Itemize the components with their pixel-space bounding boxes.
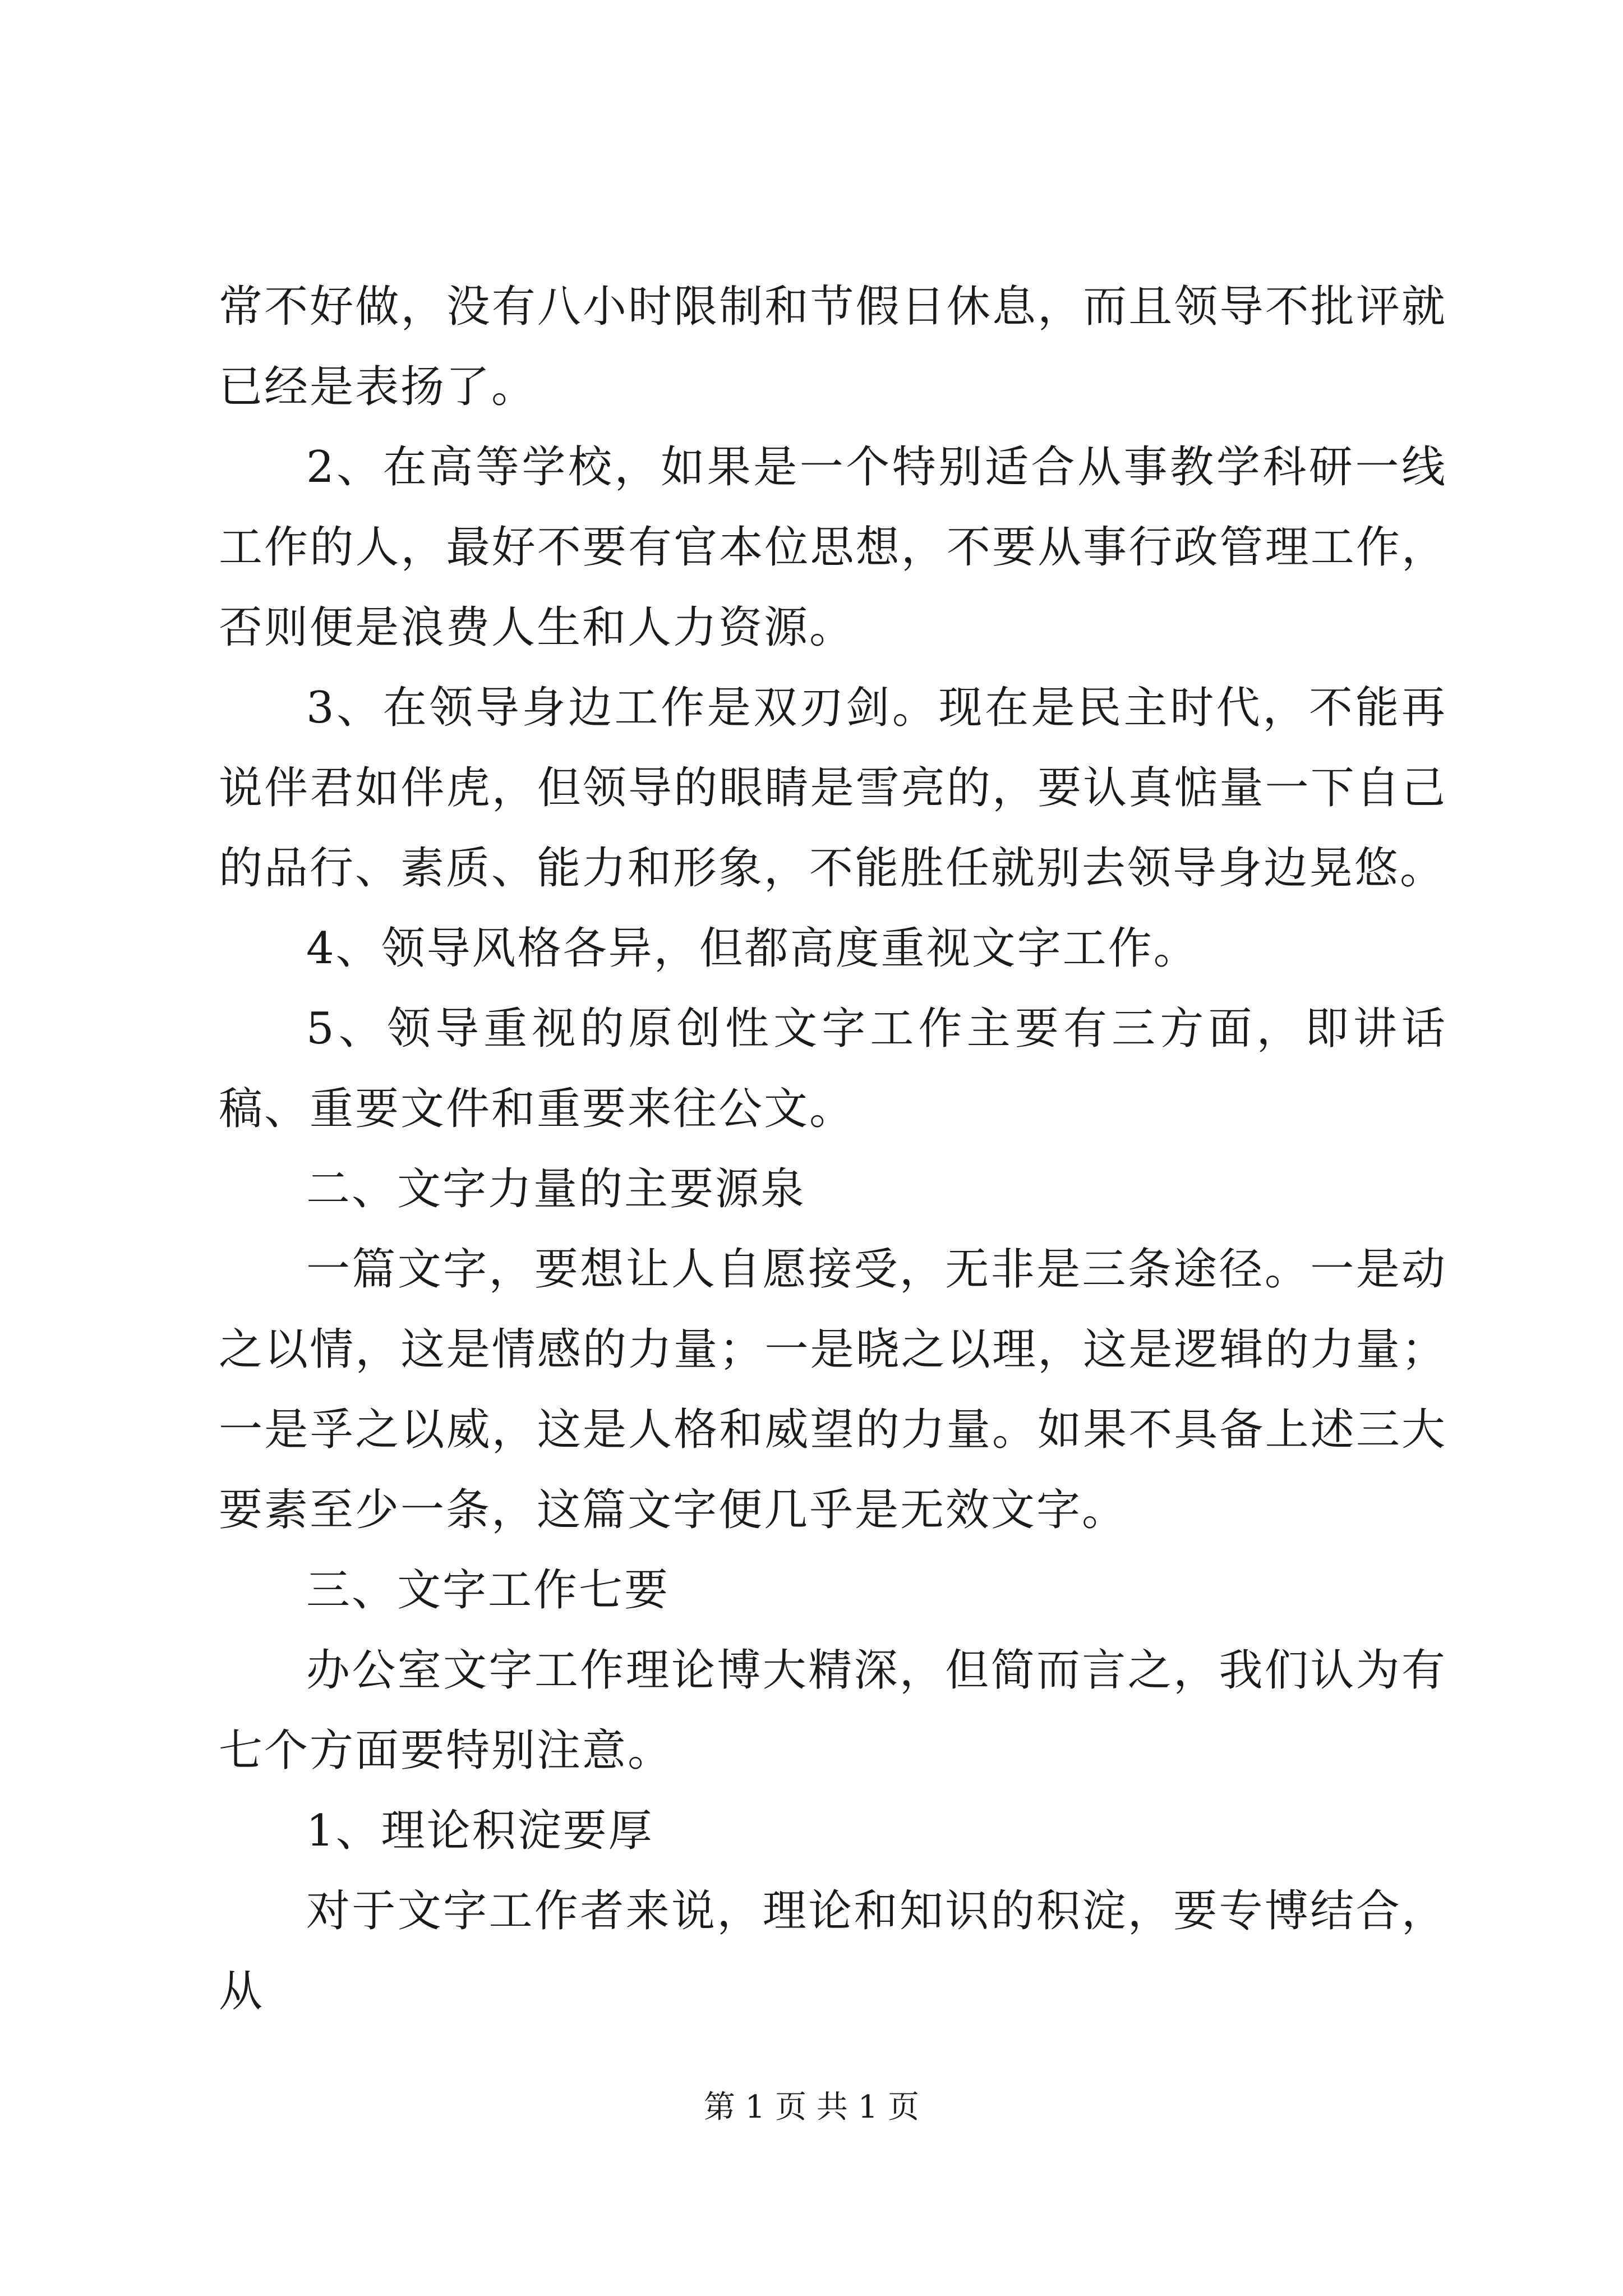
paragraph-7: 办公室文字工作理论博大精深，但简而言之，我们认为有七个方面要特别注意。	[219, 1645, 1447, 1776]
paragraph-3: 3、在领导身边工作是双刃剑。现在是民主时代，不能再说伴君如伴虎，但领导的眼睛是雪亮的，要认真惦量一下自己的品行、素质、能力和形象，不能胜任就别去领导身边晃悠。	[219, 683, 1447, 894]
paragraph-1: 常不好做，没有八小时限制和节假日休息，而且领导不批评就已经是表扬了。	[219, 282, 1447, 412]
subheading-1: 1、理论积淀要厚	[306, 1806, 654, 1856]
document-body	[219, 267, 1447, 2032]
paragraph-4: 4、领导风格各异，但都高度重视文字工作。	[306, 923, 1199, 974]
section-heading-3: 三、文字工作七要	[306, 1565, 670, 1616]
paragraph-2: 2、在高等学校，如果是一个特别适合从事教学科研一线工作的人，最好不要有官本位思想，不要从事行政管理工作，否则便是浪费人生和人力资源。	[219, 442, 1447, 653]
paragraph-6: 一篇文字，要想让人自愿接受，无非是三条途径。一是动之以情，这是情感的力量；一是晓之以理，这是逻辑的力量；一是孚之以威，这是人格和威望的力量。如果不具备上述三大要素至少一条，这篇文字便几乎是无效文字。	[219, 1244, 1447, 1535]
paragraph-8: 对于文字工作者来说，理论和知识的积淀，要专博结合，从	[219, 1886, 1447, 2017]
page-footer	[0, 2088, 1623, 2127]
section-heading-2: 二、文字力量的主要源泉	[306, 1164, 806, 1214]
page-number-label: 第 1 页 共 1 页	[703, 2089, 920, 2125]
paragraph-5: 5、领导重视的原创性文字工作主要有三方面，即讲话稿、重要文件和重要来往公文。	[219, 1004, 1447, 1134]
